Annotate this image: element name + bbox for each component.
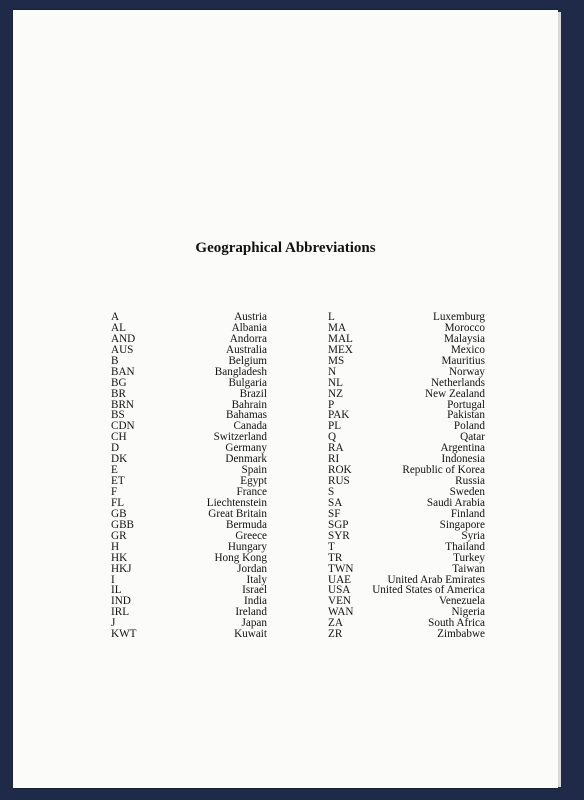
abbreviation-code: AL	[111, 321, 126, 334]
abbreviation-code: SA	[328, 496, 343, 509]
abbreviation-code: BR	[111, 387, 126, 400]
abbreviation-table-left	[111, 312, 267, 640]
abbreviation-code: SYR	[328, 529, 350, 542]
country-name: Singapore	[439, 518, 485, 531]
country-name: Qatar	[460, 431, 485, 444]
abbreviation-code: P	[328, 398, 335, 411]
abbreviation-code: AUS	[111, 343, 134, 356]
abbreviation-row	[111, 389, 267, 400]
country-name: United States of America	[372, 584, 485, 597]
abbreviation-row	[111, 378, 267, 389]
country-name: Germany	[225, 442, 267, 455]
country-name: New Zealand	[425, 387, 485, 400]
abbreviation-code: NL	[328, 376, 343, 389]
country-name: Russia	[455, 475, 485, 488]
abbreviation-row	[111, 564, 267, 575]
abbreviation-code: DK	[111, 453, 128, 466]
abbreviation-code: I	[111, 573, 115, 586]
country-name: Hong Kong	[214, 551, 267, 564]
country-name: Nigeria	[451, 606, 485, 619]
abbreviation-code: IL	[111, 584, 122, 597]
abbreviation-code: F	[111, 486, 118, 498]
country-name: Brazil	[239, 387, 267, 400]
country-name: Luxemburg	[433, 311, 485, 323]
abbreviation-code: B	[111, 354, 119, 367]
abbreviation-code: HK	[111, 551, 128, 564]
abbreviation-code: TR	[328, 551, 343, 564]
country-name: Kuwait	[234, 628, 267, 641]
abbreviation-code: FL	[111, 496, 125, 509]
abbreviation-code: RA	[328, 442, 344, 455]
abbreviation-code: UAE	[328, 573, 351, 586]
abbreviation-code: SGP	[328, 518, 349, 531]
country-name: Syria	[461, 529, 485, 542]
abbreviation-code: ZA	[328, 617, 343, 630]
country-name: Jordan	[237, 562, 267, 575]
abbreviation-code: PAK	[328, 409, 350, 422]
country-name: Venezuela	[439, 595, 485, 608]
country-name: Israel	[242, 584, 267, 597]
country-name: Spain	[241, 464, 267, 477]
abbreviation-code: AND	[111, 332, 136, 345]
abbreviation-list-left	[111, 312, 267, 640]
country-name: Republic of Korea	[402, 464, 485, 477]
abbreviation-row	[328, 542, 485, 553]
country-name: Andorra	[229, 332, 267, 345]
country-name: Taiwan	[452, 562, 485, 575]
abbreviation-list-right	[328, 312, 485, 640]
abbreviation-code: CDN	[111, 420, 135, 433]
abbreviation-code: BG	[111, 376, 127, 389]
country-name: United Arab Emirates	[387, 573, 485, 586]
abbreviation-code: RUS	[328, 475, 350, 488]
country-name: Switzerland	[213, 431, 267, 444]
page-title: Geographical Abbreviations	[195, 240, 376, 256]
country-name: Bahamas	[225, 409, 267, 422]
country-name: Bulgaria	[228, 376, 267, 389]
country-name: Malaysia	[443, 332, 485, 345]
country-name: Norway	[448, 365, 485, 378]
abbreviation-code: GBB	[111, 518, 135, 531]
country-name: India	[244, 595, 267, 608]
abbreviation-row	[328, 367, 485, 378]
abbreviation-code: ZR	[328, 628, 343, 641]
abbreviation-row	[328, 378, 485, 389]
abbreviation-code: J	[111, 617, 116, 630]
abbreviation-code: MAL	[328, 332, 353, 345]
country-name: Thailand	[445, 540, 485, 553]
country-name: Finland	[450, 507, 485, 520]
abbreviation-code: HKJ	[111, 562, 132, 575]
country-name: Morocco	[444, 321, 485, 334]
abbreviation-row	[328, 553, 485, 564]
abbreviation-code: SF	[328, 507, 341, 520]
country-name: South Africa	[428, 617, 485, 630]
abbreviation-code: IND	[111, 595, 131, 608]
abbreviation-code: S	[328, 486, 335, 498]
abbreviation-code: H	[111, 540, 120, 553]
abbreviation-code: N	[328, 365, 337, 378]
abbreviation-code: USA	[328, 584, 351, 597]
abbreviation-code: L	[328, 311, 335, 323]
country-name: Canada	[233, 420, 267, 433]
country-name: Liechtenstein	[206, 496, 267, 509]
abbreviation-code: Q	[328, 431, 337, 444]
country-name: Portugal	[447, 398, 485, 411]
country-name: Bahrain	[231, 398, 267, 411]
country-name: Indonesia	[441, 453, 485, 466]
abbreviation-code: RI	[328, 453, 340, 466]
country-name: Japan	[241, 617, 267, 630]
abbreviation-code: D	[111, 442, 120, 455]
country-name: Albania	[231, 321, 267, 334]
country-name: Great Britain	[208, 507, 267, 520]
country-name: Hungary	[227, 540, 267, 553]
abbreviation-code: IRL	[111, 606, 130, 619]
document-page	[13, 10, 558, 788]
abbreviation-code: MA	[328, 321, 347, 334]
abbreviation-code: BRN	[111, 398, 135, 411]
country-name: Italy	[246, 573, 267, 586]
abbreviation-code: WAN	[328, 606, 354, 619]
country-name: Ireland	[235, 606, 267, 619]
abbreviation-row	[111, 629, 267, 640]
abbreviation-code: GR	[111, 529, 127, 542]
country-name: Mexico	[450, 343, 485, 356]
country-name: Bangladesh	[214, 365, 267, 378]
country-name: Egypt	[240, 475, 267, 488]
abbreviation-table-right	[328, 312, 485, 640]
abbreviation-row	[111, 367, 267, 378]
abbreviation-code: T	[328, 540, 335, 553]
country-name: Australia	[225, 343, 267, 356]
abbreviation-code: ROK	[328, 464, 352, 477]
country-name: Austria	[234, 311, 267, 323]
abbreviation-row	[328, 629, 485, 640]
abbreviation-code: BAN	[111, 365, 135, 378]
country-name: France	[236, 486, 267, 498]
abbreviation-row	[111, 542, 267, 553]
country-name: Denmark	[225, 453, 267, 466]
country-name: Greece	[235, 529, 267, 542]
abbreviation-code: MS	[328, 354, 345, 367]
country-name: Turkey	[453, 551, 485, 564]
abbreviation-code: KWT	[111, 628, 137, 641]
country-name: Pakistan	[447, 409, 485, 422]
abbreviation-row	[111, 553, 267, 564]
abbreviation-code: GB	[111, 507, 127, 520]
country-name: Zimbabwe	[437, 628, 485, 641]
abbreviation-code: VEN	[328, 595, 351, 608]
country-name: Bermuda	[225, 518, 267, 531]
abbreviation-code: ET	[111, 475, 125, 488]
abbreviation-code: A	[111, 311, 120, 323]
abbreviation-row	[328, 564, 485, 575]
abbreviation-code: PL	[328, 420, 342, 433]
country-name: Sweden	[449, 486, 485, 498]
country-name: Poland	[453, 420, 485, 433]
country-name: Mauritius	[441, 354, 485, 367]
abbreviation-code: CH	[111, 431, 127, 444]
abbreviation-code: NZ	[328, 387, 343, 400]
country-name: Argentina	[440, 442, 485, 455]
abbreviation-code: E	[111, 464, 118, 477]
abbreviation-code: BS	[111, 409, 125, 422]
country-name: Belgium	[228, 354, 267, 367]
abbreviation-code: MEX	[328, 343, 353, 356]
abbreviation-row	[328, 389, 485, 400]
country-name: Saudi Arabia	[426, 496, 485, 509]
country-name: Netherlands	[430, 376, 485, 389]
abbreviation-code: TWN	[328, 562, 354, 575]
page-edge	[558, 12, 561, 787]
